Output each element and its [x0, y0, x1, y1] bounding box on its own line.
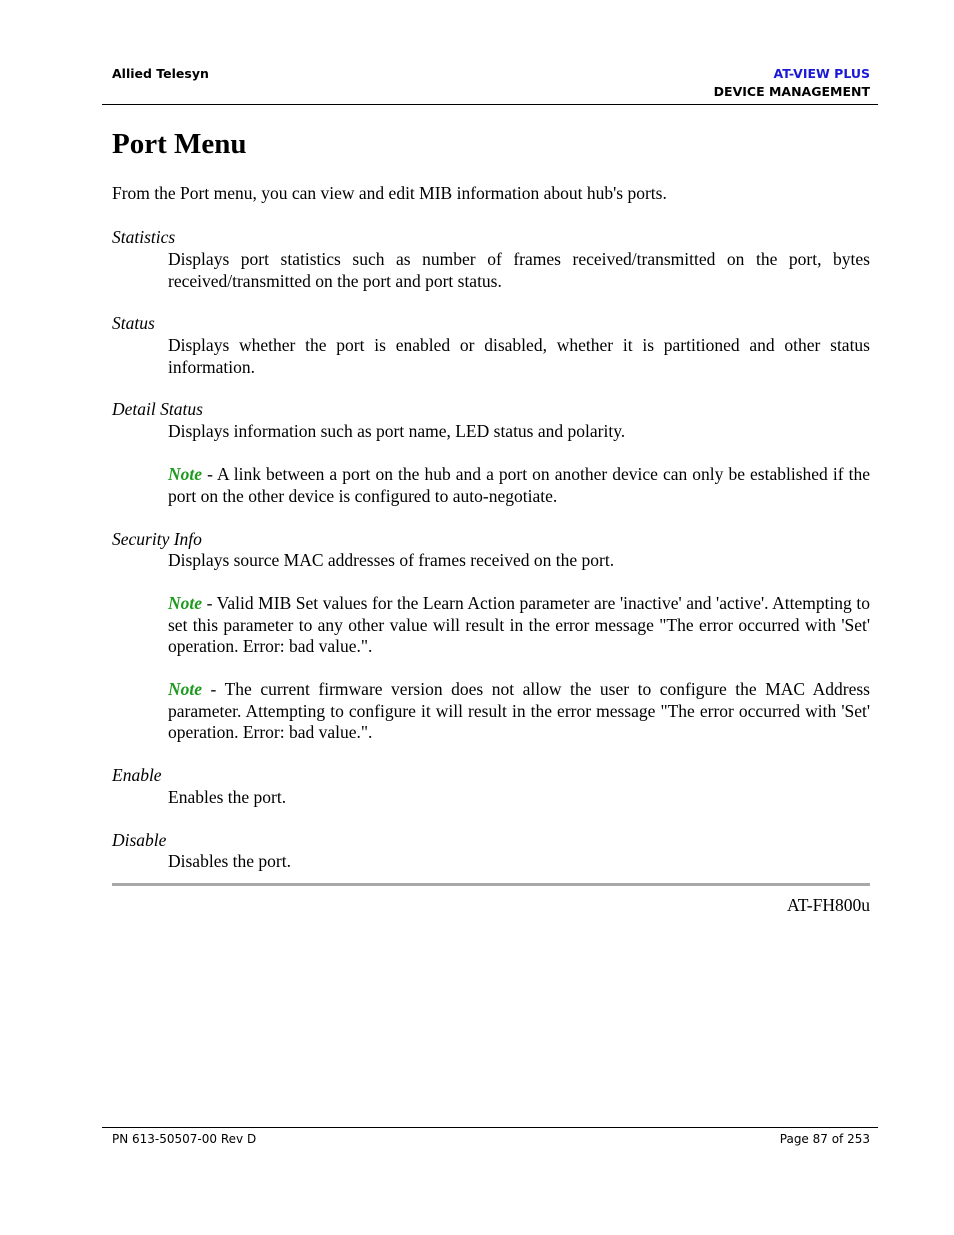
content-divider [112, 883, 870, 886]
desc-enable: Enables the port. [168, 787, 287, 807]
term-disable: Disable [112, 830, 167, 850]
note-label: Note [168, 679, 203, 699]
desc-status: Displays whether the port is enabled or disabled, whether it is partitioned and other status information. [168, 335, 870, 377]
desc-disable: Disables the port. [168, 851, 291, 871]
note-text: - Valid MIB Set values for the Learn Action parameter are 'inactive' and 'active'. Attempting to set this parameter to any other value will result in the error message "The error occurred with 'Set' operation. Error: bad value.". [168, 593, 870, 656]
product-model: AT-FH800u [787, 895, 870, 915]
header-section: DEVICE MANAGEMENT [713, 84, 870, 99]
footer-divider [102, 1127, 878, 1128]
header-divider [102, 104, 878, 105]
intro-paragraph: From the Port menu, you can view and edit MIB information about hub's ports. [112, 183, 667, 203]
term-status: Status [112, 313, 155, 333]
note-detail-status [168, 464, 870, 507]
note-label: Note [168, 593, 203, 613]
note-mac-address [168, 679, 870, 744]
desc-security-info: Displays source MAC addresses of frames received on the port. [168, 550, 615, 570]
note-label: Note [168, 464, 203, 484]
note-text: - A link between a port on the hub and a port on another device can only be established if the port on the other device is configured to auto-negotiate. [168, 464, 870, 506]
term-security-info: Security Info [112, 529, 202, 549]
term-statistics: Statistics [112, 227, 176, 247]
desc-statistics: Displays port statistics such as number of frames received/transmitted on the port, bytes received/transmitted on the port and port status. [168, 249, 870, 291]
header-product-line: AT-VIEW PLUS [773, 66, 870, 81]
footer-page-number: Page 87 of 253 [779, 1132, 870, 1146]
term-detail-status: Detail Status [112, 399, 203, 419]
footer-part-number: PN 613-50507-00 Rev D [112, 1132, 257, 1146]
note-text: - The current firmware version does not allow the user to configure the MAC Address parameter. Attempting to configure it will result in the error message "The error occurred with 'Set' operation. Error: bad value.". [168, 679, 870, 742]
page-title: Port Menu [112, 128, 247, 160]
note-learn-action [168, 593, 870, 658]
desc-detail-status: Displays information such as port name, LED status and polarity. [168, 421, 626, 441]
term-enable: Enable [112, 765, 162, 785]
header-company: Allied Telesyn [112, 66, 209, 81]
